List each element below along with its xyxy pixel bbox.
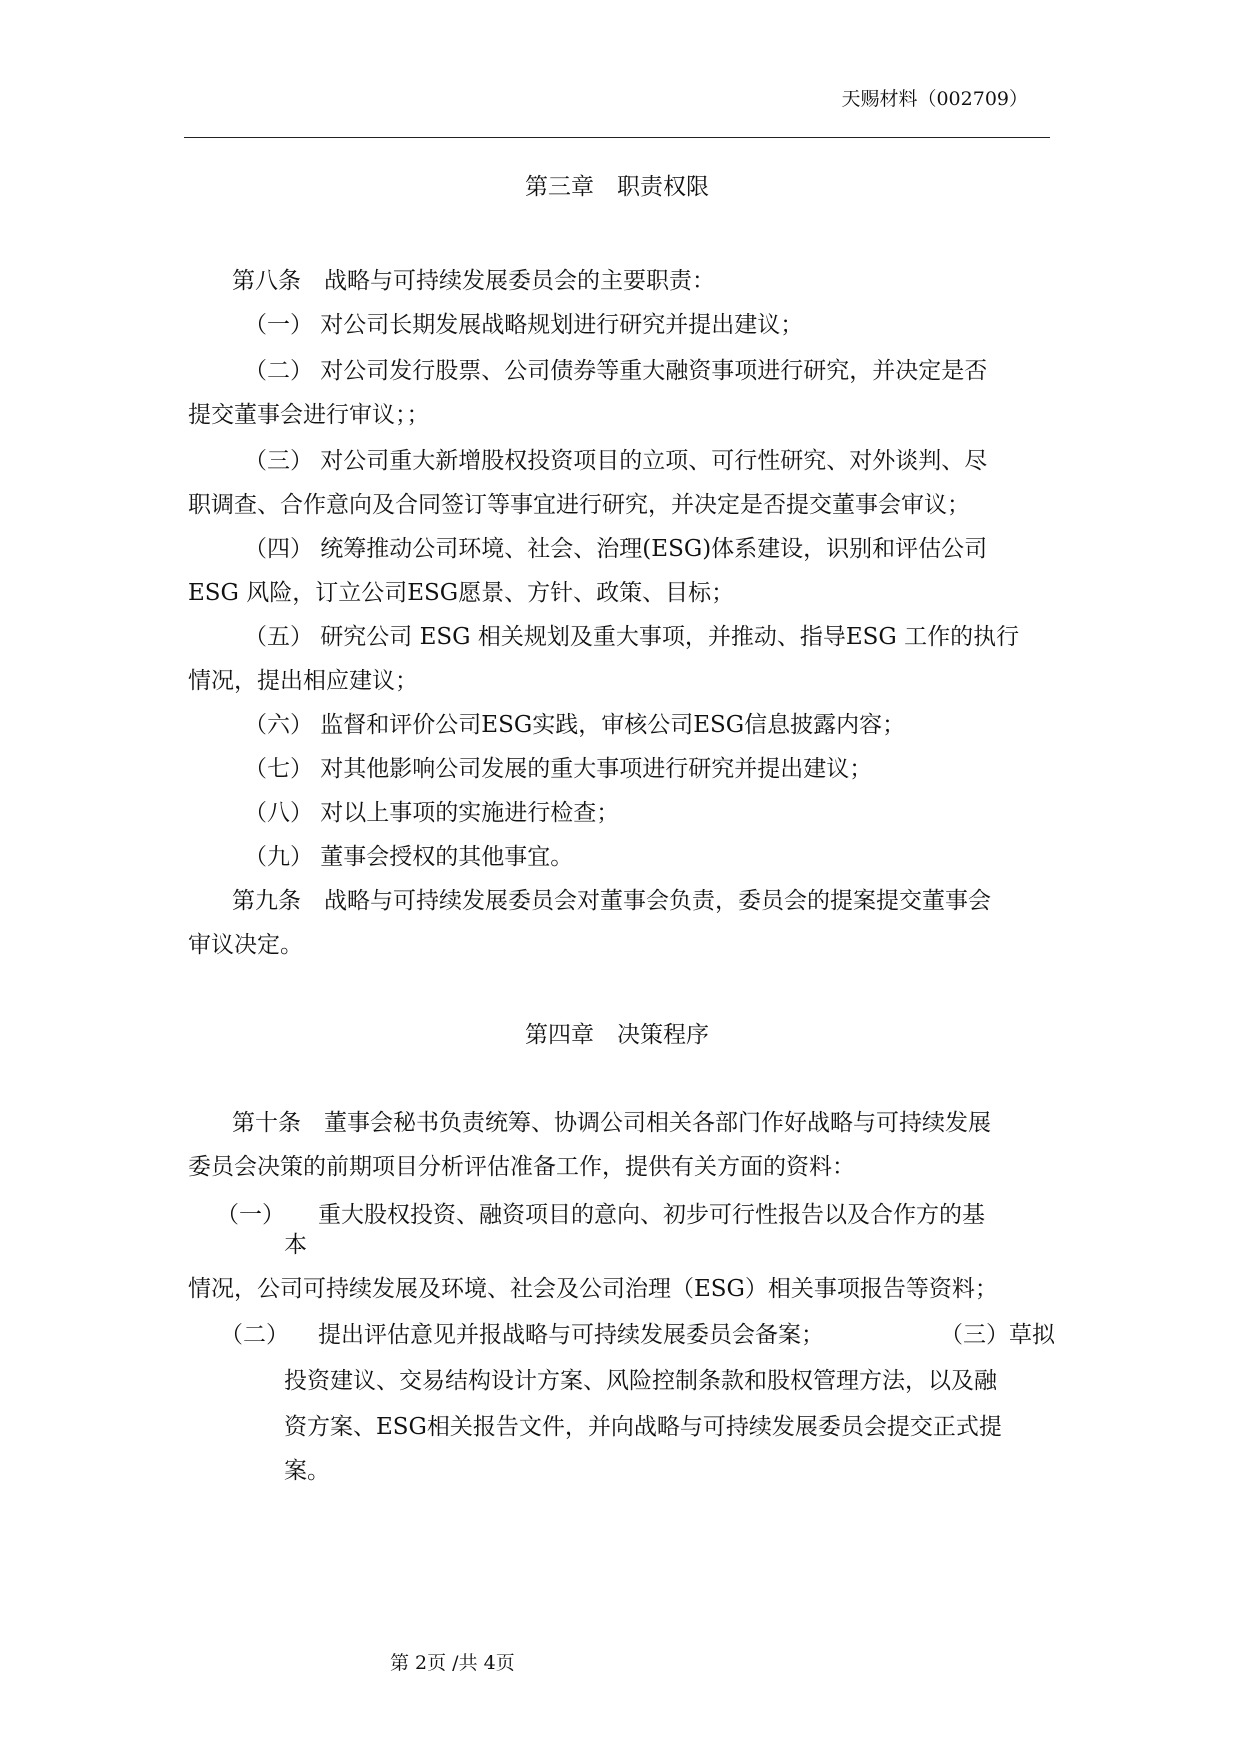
- article-10-item-1-number: （一）: [216, 1202, 285, 1228]
- article-10-item-3-head: （三）草拟: [940, 1322, 1055, 1348]
- article-8-item-6: （六） 监督和评价公司ESG实践，审核公司ESG信息披露内容；: [244, 712, 906, 738]
- article-9-line-1: 第九条 战略与可持续发展委员会对董事会负责，委员会的提案提交董事会: [232, 888, 991, 914]
- header-divider: [184, 137, 1050, 138]
- article-10-item-2-text: 提出评估意见并报战略与可持续发展委员会备案；: [318, 1322, 824, 1348]
- article-8-item-3-line-1: （三） 对公司重大新增股权投资项目的立项、可行性研究、对外谈判、尽: [244, 448, 988, 474]
- article-10-item-1-line-3: 情况，公司可持续发展及环境、社会及公司治理（ESG）相关事项报告等资料；: [188, 1276, 998, 1302]
- chapter-4-title: 第四章 决策程序: [525, 1022, 709, 1048]
- article-8-item-3-line-2: 职调查、合作意向及合同签订等事宜进行研究，并决定是否提交董事会审议；: [188, 492, 970, 518]
- page-number-footer: 第 2页 /共 4页: [390, 1652, 515, 1674]
- article-10-line-2: 委员会决策的前期项目分析评估准备工作，提供有关方面的资料：: [188, 1154, 855, 1180]
- article-8-item-2-line-1: （二） 对公司发行股票、公司债券等重大融资事项进行研究，并决定是否: [244, 358, 988, 384]
- article-10-line-1: 第十条 董事会秘书负责统筹、协调公司相关各部门作好战略与可持续发展: [232, 1110, 991, 1136]
- article-10-item-3-line-3: 案。: [284, 1458, 330, 1484]
- article-8-item-1: （一） 对公司长期发展战略规划进行研究并提出建议；: [244, 312, 804, 338]
- article-10-item-3-line-1: 投资建议、交易结构设计方案、风险控制条款和股权管理方法，以及融: [284, 1368, 997, 1394]
- article-8-item-4-line-2: ESG 风险，订立公司ESG愿景、方针、政策、目标；: [188, 580, 735, 606]
- article-8-lead: 第八条 战略与可持续发展委员会的主要职责：: [232, 268, 715, 294]
- article-8-item-5-line-2: 情况，提出相应建议；: [188, 668, 418, 694]
- article-8-item-7: （七） 对其他影响公司发展的重大事项进行研究并提出建议；: [244, 756, 873, 782]
- article-10-item-1-line-2: 本: [284, 1232, 307, 1258]
- article-8-item-5-line-1: （五） 研究公司 ESG 相关规划及重大事项，并推动、指导ESG 工作的执行: [244, 624, 1020, 650]
- article-9-line-2: 审议决定。: [188, 932, 303, 958]
- chapter-3-title: 第三章 职责权限: [525, 174, 709, 200]
- article-10-item-3-line-2: 资方案、ESG相关报告文件，并向战略与可持续发展委员会提交正式提: [284, 1414, 1002, 1440]
- article-8-item-2-line-2: 提交董事会进行审议；；: [188, 402, 430, 428]
- article-10-item-2-number: （二）: [220, 1322, 289, 1348]
- article-10-item-1-line-1: 重大股权投资、融资项目的意向、初步可行性报告以及合作方的基: [318, 1202, 985, 1228]
- article-8-item-9: （九） 董事会授权的其他事宜。: [244, 844, 574, 870]
- header-stock-code: 天赐材料（002709）: [841, 88, 1028, 110]
- article-8-item-8: （八） 对以上事项的实施进行检查；: [244, 800, 620, 826]
- article-8-item-4-line-1: （四） 统筹推动公司环境、社会、治理(ESG)体系建设，识别和评估公司: [244, 536, 988, 562]
